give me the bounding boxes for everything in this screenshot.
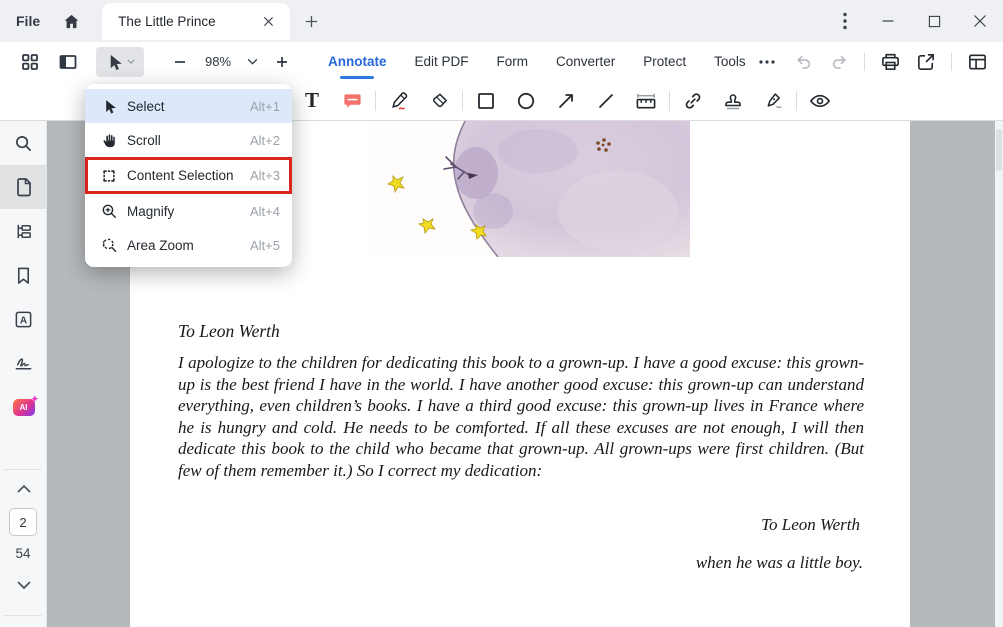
grid-view-button[interactable] xyxy=(14,47,46,77)
menu-item-content-selection[interactable]: Content Selection Alt+3 xyxy=(85,157,292,194)
sidebar-item-signatures[interactable] xyxy=(0,341,47,385)
outline-tree-icon xyxy=(14,222,34,241)
search-icon xyxy=(14,134,33,153)
pencil-draw-button[interactable] xyxy=(379,85,419,117)
tab-form[interactable]: Form xyxy=(496,54,529,69)
ruler-icon xyxy=(635,91,657,111)
pencil-icon xyxy=(389,90,410,111)
little-prince-planet-illustration xyxy=(368,121,690,257)
ribbon-tabs xyxy=(328,42,746,81)
ellipsis-icon xyxy=(758,59,776,65)
kebab-icon xyxy=(843,12,847,30)
tab-edit-pdf[interactable]: Edit PDF xyxy=(414,54,469,69)
maximize-button[interactable] xyxy=(911,0,957,42)
hand-icon xyxy=(100,131,118,149)
home-button[interactable] xyxy=(54,0,88,42)
close-window-button[interactable] xyxy=(957,0,1003,42)
dedication-signature-line2: when he was a little boy. xyxy=(695,553,863,572)
ai-assistant-icon: AI ✦ xyxy=(13,399,35,416)
arrow-shape-button[interactable] xyxy=(546,85,586,117)
title-bar xyxy=(0,0,1003,42)
svg-text:A: A xyxy=(19,314,28,326)
rectangle-icon xyxy=(476,91,496,111)
redo-icon xyxy=(830,53,849,70)
sidebar-item-bookmarks[interactable] xyxy=(0,253,47,297)
text-tool-icon: T xyxy=(304,88,319,112)
grid-icon xyxy=(20,52,40,72)
shortcut-label: Alt+4 xyxy=(250,203,280,219)
eraser-button[interactable] xyxy=(419,85,459,117)
eraser-icon xyxy=(429,91,450,111)
menu-item-area-zoom[interactable]: Area Zoom Alt+5 xyxy=(85,228,292,262)
plus-icon xyxy=(275,55,289,69)
tab-close-button[interactable] xyxy=(256,9,280,33)
cursor-icon xyxy=(106,53,123,70)
magnify-icon xyxy=(100,202,118,220)
tab-converter[interactable]: Converter xyxy=(556,54,616,69)
eye-icon xyxy=(809,92,831,110)
plus-icon xyxy=(304,14,319,29)
undo-button[interactable] xyxy=(787,47,819,77)
content-selection-icon xyxy=(100,167,118,185)
chevron-down-icon xyxy=(17,581,31,590)
close-icon xyxy=(973,14,987,28)
tab-protect[interactable]: Protect xyxy=(643,54,687,69)
sidebar-item-ai-assistant[interactable] xyxy=(0,385,47,429)
minimize-icon xyxy=(881,14,895,28)
new-tab-button[interactable] xyxy=(296,0,326,42)
split-panel-icon xyxy=(58,52,78,72)
hide-annotations-button[interactable] xyxy=(800,85,840,117)
sidebar-item-annotations[interactable] xyxy=(0,297,47,341)
line-icon xyxy=(596,91,616,111)
zoom-out-button[interactable] xyxy=(164,47,196,77)
stamp-button[interactable] xyxy=(713,85,753,117)
maximize-icon xyxy=(928,15,941,28)
close-icon xyxy=(263,16,274,27)
comment-note-button[interactable] xyxy=(332,85,372,117)
tab-tools[interactable]: Tools xyxy=(714,54,746,69)
share-export-button[interactable] xyxy=(910,47,942,77)
shortcut-label: Alt+2 xyxy=(250,132,280,148)
current-page-input[interactable]: 2 xyxy=(9,508,37,536)
zoom-level[interactable]: 98% xyxy=(204,54,232,69)
letter-a-square-icon xyxy=(14,310,33,329)
dedication-paragraph: I apologize to the children for dedicating this book to a grown-up. I have a good excuse: this grown-up is the best friend I have in the world. I have another good excuse: this grown-up can understand everything, even children’s books. I have a third good excuse: this grown-up lives in France where he is hungry and cold. He needs to be comforted. If all these excuses are not enough, I will then dedicate this book to the child who became that grown-up. All grown-ups were first children. (But few of them remember it.) So I correct my dedication: xyxy=(178,353,864,480)
line-shape-button[interactable] xyxy=(586,85,626,117)
undo-icon xyxy=(794,53,813,70)
zoom-in-button[interactable] xyxy=(266,47,298,77)
more-tools-button[interactable] xyxy=(751,47,783,77)
sparkle-icon: ✦ xyxy=(30,393,39,404)
hand-tool-dropdown-menu xyxy=(85,84,292,267)
sidebar-item-search[interactable] xyxy=(0,121,47,165)
minus-icon xyxy=(173,55,187,69)
next-page-button[interactable] xyxy=(0,571,47,599)
hand-tool-dropdown-button[interactable] xyxy=(96,47,144,77)
overflow-menu-button[interactable] xyxy=(825,0,865,42)
split-view-button[interactable] xyxy=(52,47,84,77)
file-menu[interactable]: File xyxy=(16,13,41,29)
print-icon xyxy=(880,52,901,72)
minimize-button[interactable] xyxy=(865,0,911,42)
sign-button[interactable] xyxy=(753,85,793,117)
shortcut-label: Alt+1 xyxy=(250,98,280,114)
measure-button[interactable] xyxy=(626,85,666,117)
tab-title: The Little Prince xyxy=(118,13,216,29)
tab-annotate[interactable]: Annotate xyxy=(328,42,387,81)
total-pages-label: 54 xyxy=(15,546,31,561)
chevron-down-icon xyxy=(127,59,135,64)
page-layout-button[interactable] xyxy=(961,47,993,77)
rectangle-shape-button[interactable] xyxy=(466,85,506,117)
ellipse-shape-button[interactable] xyxy=(506,85,546,117)
dedication-signature: To Leon Werth xyxy=(761,515,860,534)
zoom-preset-dropdown[interactable] xyxy=(240,47,264,77)
link-button[interactable] xyxy=(673,85,713,117)
area-zoom-icon xyxy=(100,236,118,254)
scrollbar-thumb[interactable] xyxy=(996,129,1002,171)
layout-icon xyxy=(967,52,988,72)
vertical-scrollbar[interactable] xyxy=(995,121,1003,627)
link-icon xyxy=(683,91,703,111)
cursor-icon xyxy=(100,97,118,115)
dedication-heading: To Leon Werth xyxy=(178,321,280,341)
signature-icon xyxy=(13,354,34,372)
page-thumbnail-icon xyxy=(15,177,33,197)
comment-icon xyxy=(342,91,363,111)
menu-item-scroll[interactable]: Scroll Alt+2 xyxy=(85,123,292,157)
chevron-up-icon xyxy=(17,484,31,493)
divider xyxy=(4,469,42,470)
navigation-sidebar xyxy=(0,121,47,627)
sidebar-item-pages[interactable] xyxy=(0,165,47,209)
previous-page-button[interactable] xyxy=(0,474,47,502)
stamp-icon xyxy=(723,91,743,111)
arrow-icon xyxy=(556,91,576,111)
open-external-icon xyxy=(916,52,936,72)
sidebar-item-outline[interactable] xyxy=(0,209,47,253)
home-icon xyxy=(62,12,81,31)
document-tab[interactable] xyxy=(102,3,290,40)
shortcut-label: Alt+3 xyxy=(250,168,280,183)
menu-item-select[interactable]: Select Alt+1 xyxy=(85,89,292,123)
main-toolbar xyxy=(0,42,1003,81)
bookmark-icon xyxy=(15,266,32,285)
menu-item-magnify[interactable]: Magnify Alt+4 xyxy=(85,194,292,228)
redo-button[interactable] xyxy=(823,47,855,77)
divider xyxy=(4,615,42,616)
chevron-down-icon xyxy=(247,58,258,65)
print-button[interactable] xyxy=(874,47,906,77)
fountain-pen-icon xyxy=(763,91,784,111)
shortcut-label: Alt+5 xyxy=(250,237,280,253)
circle-icon xyxy=(516,91,536,111)
typewriter-text-button[interactable] xyxy=(292,85,332,117)
